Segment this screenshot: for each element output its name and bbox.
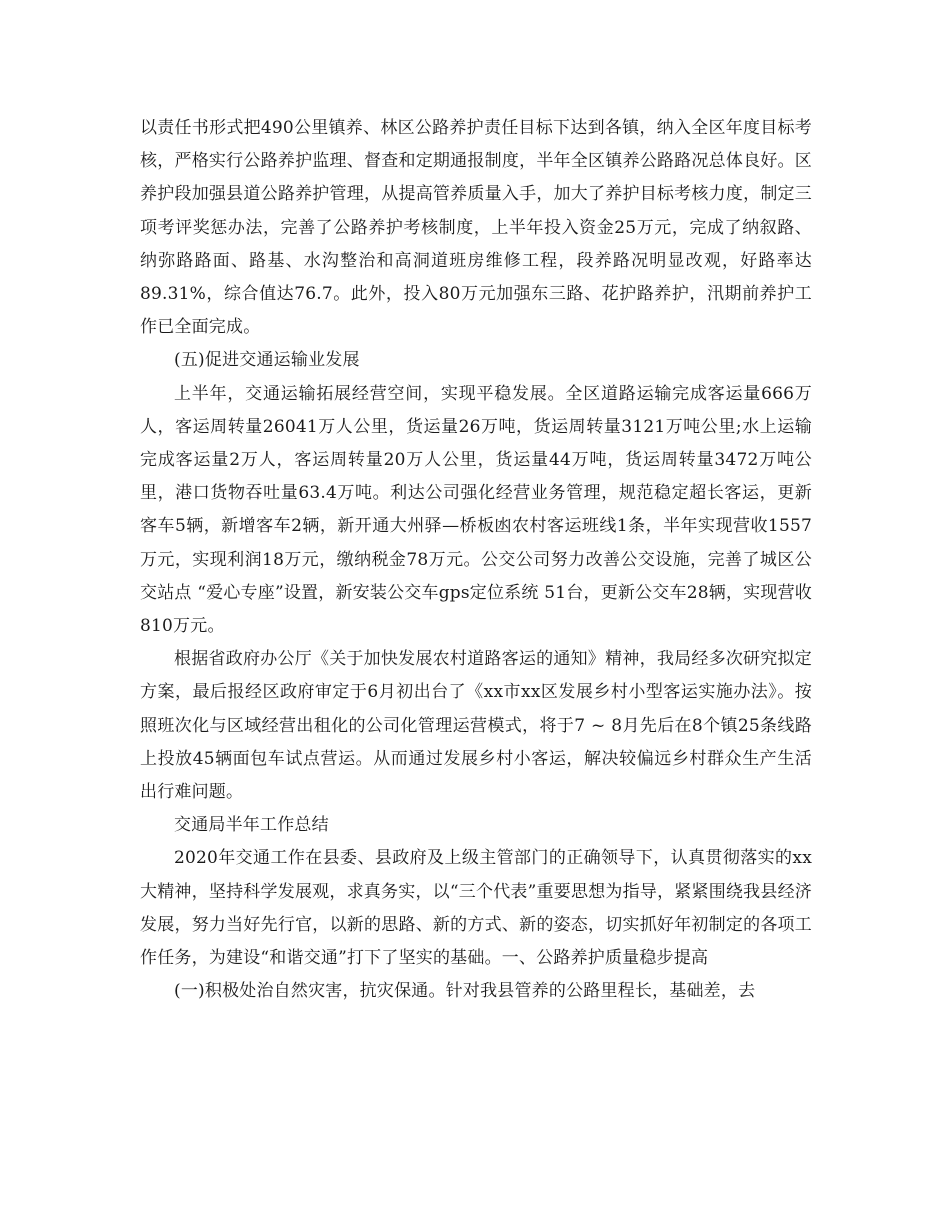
section-heading-transport-development: (五)促进交通运输业发展 [174,350,360,371]
paragraph-road-maintenance: 以责任书形式把490公里镇养、林区公路养护责任目标下达到各镇，纳入全区年度目标考核，严格实行公路养护监理、督查和定期通报制度，半年全区镇养公路路况总体良好。区养护段加强县道公路养护管理，从提高管养质量入手，加大了养护目标考核力度，制定三项考评奖惩办法，完善了公路养护考核制度，上半年投入资金25万元，完成了纳叙路、纳弥路路面、路基、水沟整治和高洞道班房维修工程，段养路况明显改观，好路率达89.31%，综合值达76.7。此外，投入80万元加强东三路、花护路养护，汛期前养护工作已全面完成。 [140,118,812,338]
document-body [140,112,812,1008]
paragraph-disaster-response: (一)积极处治自然灾害，抗灾保通。针对我县管养的公路里程长，基础差，去 [174,981,756,1002]
paragraph-2020-overview: 2020年交通工作在县委、县政府及上级主管部门的正确领导下，认真贯彻落实的xx大精神，坚持科学发展观，求真务实，以“三个代表”重要思想为指导，紧紧围绕我县经济发展，努力当好先行官，以新的思路、新的方式、新的姿态，切实抓好年初制定的各项工作任务，为建设“和谐交通”打下了坚实的基础。一、公路养护质量稳步提高 [140,848,812,969]
paragraph-rural-passenger-transport: 根据省政府办公厅《关于加快发展农村道路客运的通知》精神，我局经多次研究拟定方案，最后报经区政府审定于6月初出台了《xx市xx区发展乡村小型客运实施办法》。按照班次化与区域经营出租化的公司化管理运营模式，将于7 ~ 8月先后在8个镇25条线路上投放45辆面包车试点营运。从而通过发展乡村小客运，解决较偏远乡村群众生产生活出行难问题。 [140,649,812,803]
section-heading-half-year-summary: 交通局半年工作总结 [174,815,329,836]
paragraph-transport-statistics: 上半年，交通运输拓展经营空间，实现平稳发展。全区道路运输完成客运量666万人，客运周转量26041万人公里，货运量26万吨，货运周转量3121万吨公里;水上运输完成客运量2万人，客运周转量20万人公里，货运量44万吨，货运周转量3472万吨公里，港口货物吞吐量63.4万吨。利达公司强化经营业务管理，规范稳定超长客运，更新客车5辆，新增客车2辆，新开通大州驿—桥板凼农村客运班线1条，半年实现营收1557万元，实现利润18万元，缴纳税金78万元。公交公司努力改善公交设施，完善了城区公交站点 “爱心专座”设置，新安装公交车gps定位系统 51台，更新公交车28辆，实现营收810万元。 [140,383,812,637]
